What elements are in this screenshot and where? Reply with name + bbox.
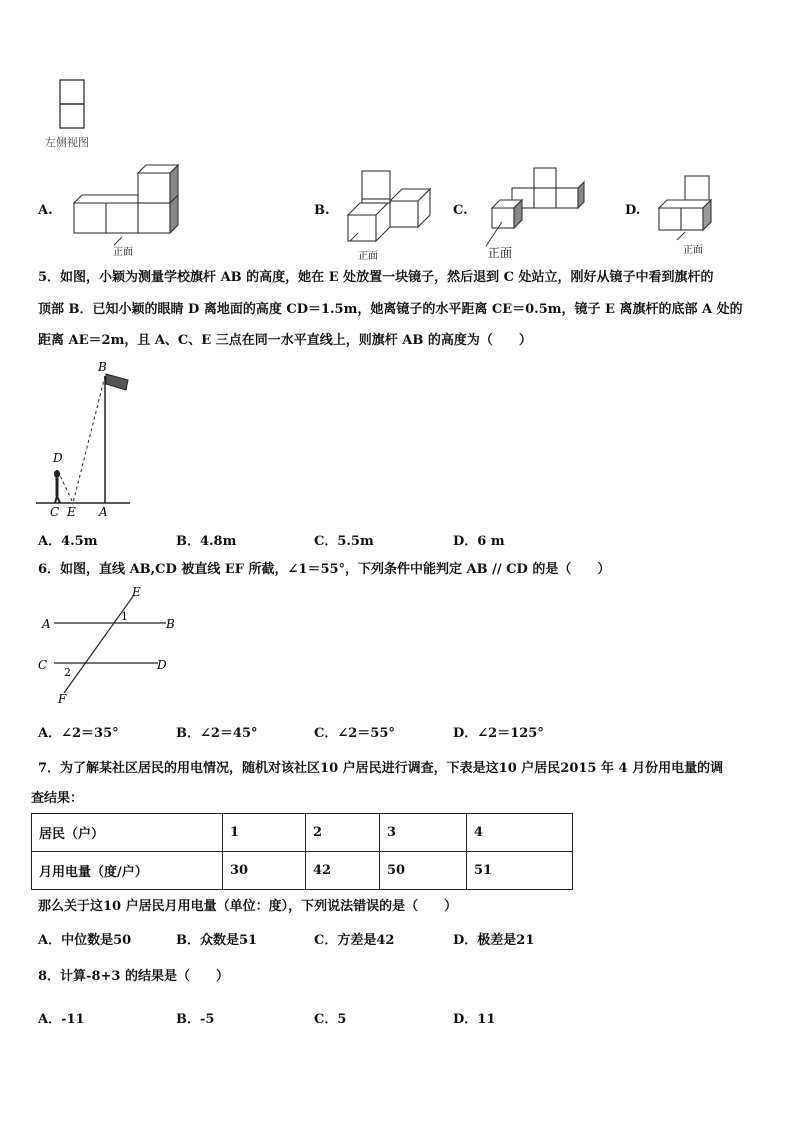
q7-option-d: D．极差是21 (453, 933, 535, 948)
q8-option-d: D．11 (453, 1012, 496, 1027)
q4-option-b-letter: B. (314, 203, 330, 218)
q5-label-d: D (53, 451, 63, 465)
q6-label-f: F (58, 692, 67, 706)
table-cell: 3 (380, 814, 467, 852)
table-cell: 居民（户） (32, 814, 223, 852)
table-cell: 4 (467, 814, 573, 852)
q5-line-2: 顶部 B．已知小颖的眼睛 D 离地面的高度 CD＝1.5m，她离镜子的水平距离 CE＝0.5m，镜子 E 离旗杆的底部 A 处的 (38, 302, 743, 317)
left-view-caption: 左侧视图 (45, 136, 89, 149)
table-row (32, 814, 573, 852)
q7-option-a: A．中位数是50 (38, 933, 132, 948)
q5-option-b: B．4.8m (176, 534, 237, 549)
q6-label-a: A (42, 617, 51, 631)
q4-option-d-letter: D. (625, 203, 641, 218)
table-cell: 月用电量（度/户） (32, 852, 223, 890)
q6-angle-2: 2 (64, 666, 71, 679)
q7-electricity-table (31, 813, 573, 890)
q5-option-a: A．4.5m (38, 534, 98, 549)
q6-parallel-lines-figure (36, 583, 186, 708)
q8-option-a: A．-11 (38, 1012, 85, 1027)
q6-option-c: C．∠2＝55° (314, 726, 395, 741)
table-cell: 51 (467, 852, 573, 890)
q8-option-b: B．-5 (176, 1012, 215, 1027)
q6-option-a: A．∠2＝35° (38, 726, 119, 741)
q4-option-a-front-label: 正面 (113, 247, 133, 258)
q5-label-a: A (99, 505, 108, 519)
q8-stem: 8．计算-8+3 的结果是（ ） (38, 969, 229, 984)
q6-label-e: E (132, 585, 141, 599)
q4-option-c-letter: C. (453, 203, 468, 218)
table-cell: 50 (380, 852, 467, 890)
q6-angle-1: 1 (121, 610, 128, 623)
q5-flagpole-figure (36, 356, 136, 521)
table-cell: 42 (306, 852, 380, 890)
q6-label-b: B (166, 617, 175, 631)
q5-label-e: E (67, 505, 76, 519)
table-cell: 2 (306, 814, 380, 852)
q4-option-b-figure (340, 163, 440, 258)
q4-option-d-figure (655, 170, 725, 250)
table-cell: 30 (223, 852, 306, 890)
q5-label-b: B (98, 360, 107, 374)
q4-option-b-front-label: 正面 (358, 251, 378, 262)
q5-line-3: 距离 AE＝2m，且 A、C、E 三点在同一水平直线上，则旗杆 AB 的高度为（ ） (38, 333, 532, 348)
q5-label-c: C (50, 505, 60, 519)
q6-label-d: D (157, 658, 167, 672)
q8-option-c: C．5 (314, 1012, 347, 1027)
q7-option-b: B．众数是51 (176, 933, 258, 948)
q4-option-a-letter: A. (38, 203, 53, 218)
q5-option-c: C．5.5m (314, 534, 374, 549)
q7-line-2: 查结果： (31, 791, 84, 806)
q6-option-b: B．∠2＝45° (176, 726, 258, 741)
q4-option-c-front-label: 正面 (488, 246, 513, 260)
q6-stem: 6．如图，直线 AB,CD 被直线 EF 所截，∠1＝55°，下列条件中能判定 AB // CD 的是（ ） (38, 562, 611, 577)
q6-option-d: D．∠2＝125° (453, 726, 544, 741)
q7-question: 那么关于这10 户居民月用电量（单位：度），下列说法错误的是（ ） (38, 899, 458, 914)
q5-option-d: D．6 m (453, 534, 505, 549)
q5-line-1: 5．如图，小颖为测量学校旗杆 AB 的高度，她在 E 处放置一块镜子，然后退到 C 处站立，刚好从镜子中看到旗杆的 (38, 270, 714, 285)
q6-label-c: C (38, 658, 48, 672)
q7-option-c: C．方差是42 (314, 933, 395, 948)
q7-line-1: 7．为了解某社区居民的用电情况，随机对该社区10 户居民进行调查，下表是这10 户居民2015 年 4 月份用电量的调 (38, 761, 724, 776)
q4-option-d-front-label: 正面 (683, 245, 703, 256)
table-row (32, 852, 573, 890)
table-cell: 1 (223, 814, 306, 852)
